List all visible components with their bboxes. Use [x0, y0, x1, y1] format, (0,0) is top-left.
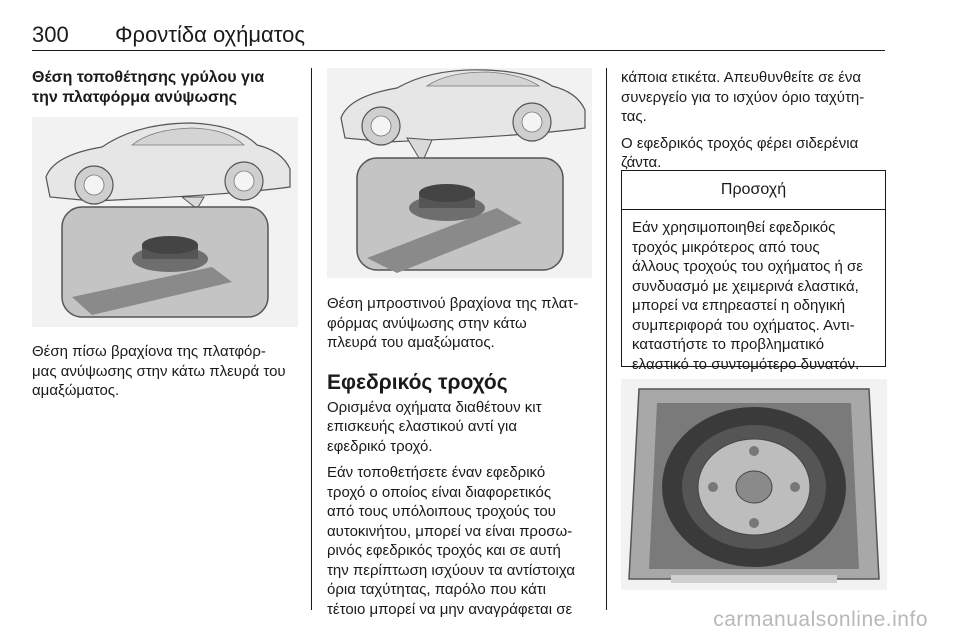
watermark: carmanualsonline.info [713, 608, 928, 631]
front-jack-point-figure [327, 68, 592, 278]
para-line: επισκευής ελαστικού αντί για [327, 418, 518, 435]
caption-line: Θέση μπροστινού βραχίονα της πλατ- [327, 295, 579, 312]
para-line: ρινός εφεδρικός τροχός και σε αυτή [327, 542, 561, 559]
caution-line: τροχός μικρότερος από τους [632, 238, 820, 256]
para-line: Ο εφεδρικός τροχός φέρει σιδερένια [621, 134, 859, 152]
caption-line: πλευρά του αμαξώματος. [327, 334, 495, 351]
para-line: την περίπτωση ισχύουν τα αντίστοιχα [327, 561, 576, 579]
para-line: από τους υπόλοιπους τροχούς του [327, 503, 556, 520]
page-number: 300 [32, 22, 69, 47]
caption-line: φόρμας ανύψωσης στην κάτω [327, 314, 527, 332]
rear-jack-point-figure [32, 117, 298, 327]
para-line: κάποια ετικέτα. Απευθυνθείτε σε ένα [621, 69, 862, 86]
para-line: ζάντα. [621, 154, 662, 171]
caution-line: άλλους τροχούς του οχήματος ή σε [632, 258, 863, 275]
caution-line: συνδυασμό με χειμερινά ελαστικά, [632, 277, 859, 295]
para-line: Ορισμένα οχήματα διαθέτουν κιτ [327, 398, 542, 416]
column-3-text [621, 68, 887, 173]
section-heading [32, 68, 297, 107]
para-line: τέτοιο μπορεί να μην αναγράφεται σε [327, 600, 573, 618]
caution-title: Προσοχή [622, 171, 885, 210]
caution-line: Εάν χρησιμοποιηθεί εφεδρικός [632, 219, 836, 236]
para-line: εφεδρικό τροχό. [327, 437, 433, 455]
column-divider [606, 68, 607, 610]
section-title: Εφεδρικός τροχός [327, 370, 508, 394]
caution-line: ελαστικό το συντομότερο δυνατόν. [632, 355, 860, 373]
para-line: τροχό ο οποίος είναι διαφορετικός [327, 483, 552, 501]
caption-line: αμαξώματος. [32, 382, 120, 399]
caution-line: συμπεριφορά του οχήματος. Αντι- [632, 316, 855, 334]
para-line: όρια ταχύτητας, παρόλο που κάτι [327, 581, 547, 598]
para-line: Εάν τοποθετήσετε έναν εφεδρικό [327, 464, 546, 481]
column-2-text [327, 294, 592, 619]
rear-caption [32, 342, 297, 401]
para-line: τας. [621, 108, 647, 125]
page-title: Φροντίδα οχήματος [115, 22, 305, 47]
heading-line: Θέση τοποθέτησης γρύλου για [32, 69, 265, 86]
page-header [32, 18, 928, 50]
caution-box [621, 170, 886, 373]
para-line: συνεργείο για το ισχύον όριο ταχύτη- [621, 88, 865, 106]
heading-line: την πλατφόρμα ανύψωσης [32, 88, 237, 106]
caption-line: Θέση πίσω βραχίονα της πλατφόρ- [32, 343, 266, 360]
header-rule [32, 50, 885, 51]
caution-body [622, 210, 885, 374]
caution-line: μπορεί να επηρεαστεί η οδηγική [632, 297, 846, 314]
column-1 [32, 68, 297, 107]
column-divider [311, 68, 312, 610]
caution-line: καταστήστε το προβληματικό [632, 336, 825, 353]
caption-line: μας ανύψωσης στην κάτω πλευρά του [32, 362, 286, 380]
spare-wheel-figure [621, 379, 887, 590]
para-line: αυτοκινήτου, μπορεί να είναι προσω- [327, 522, 573, 540]
